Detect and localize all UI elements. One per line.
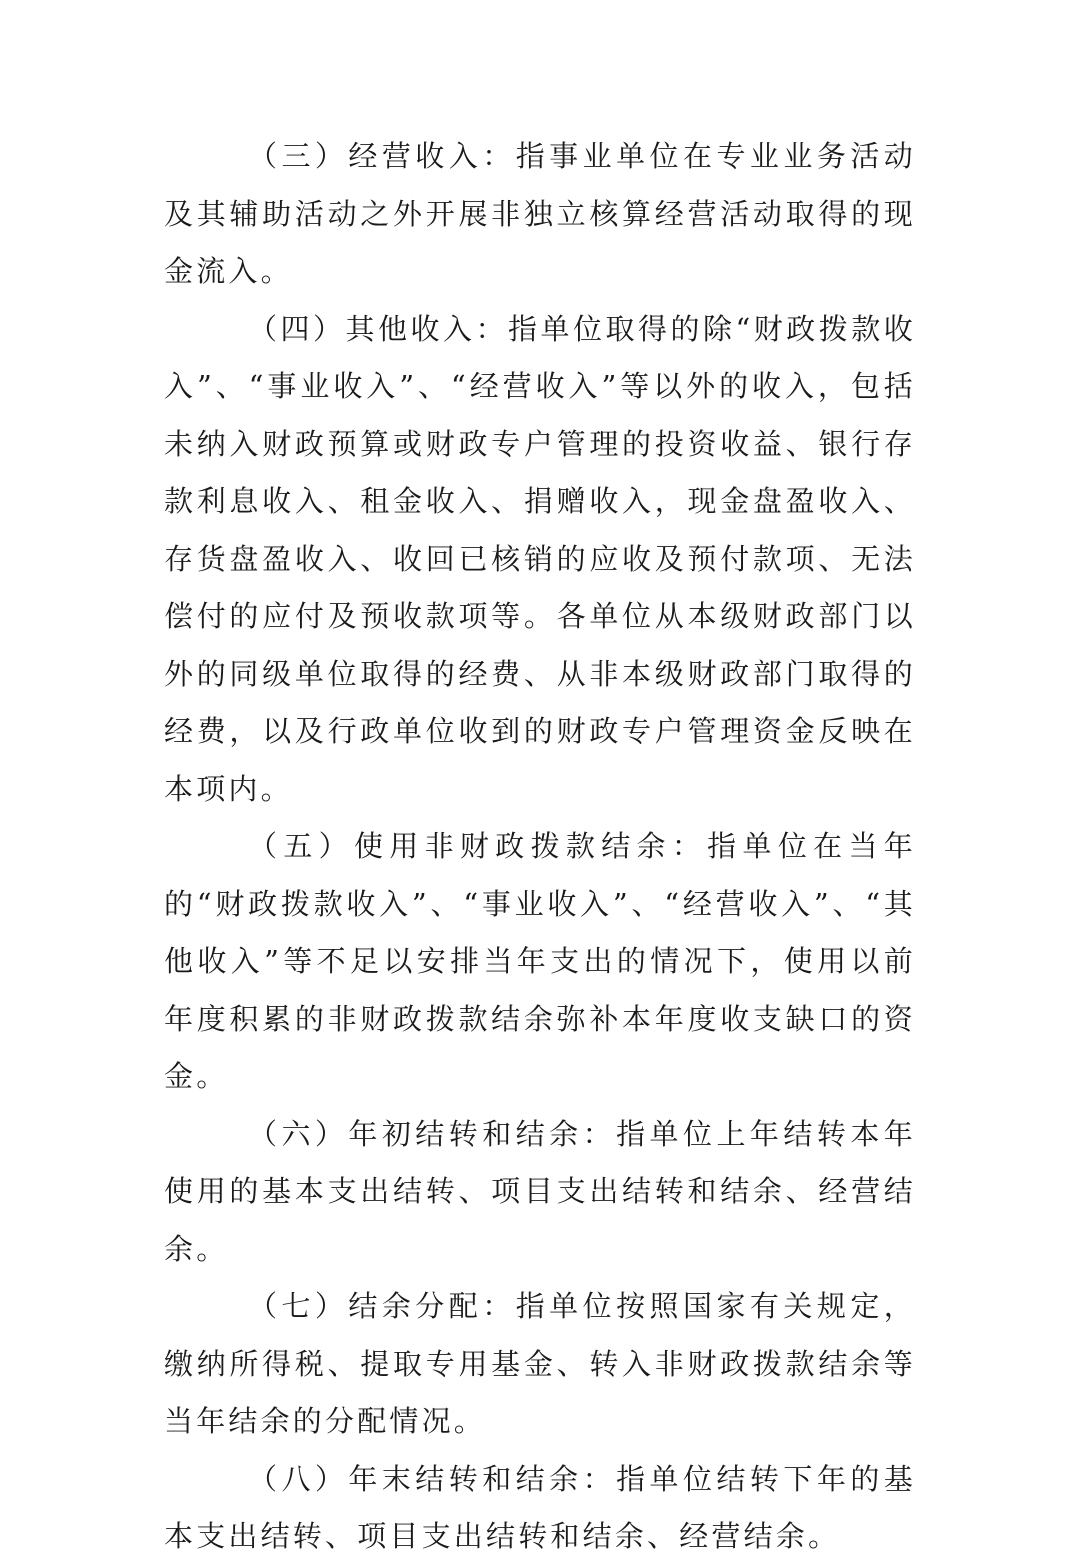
paragraph-beginning-carryover: （六）年初结转和结余：指单位上年结转本年使用的基本支出结转、项目支出结转和结余、经营结余。 xyxy=(164,1116,916,1266)
paragraph-operating-income: （三）经营收入：指事业单位在专业业务活动及其辅助活动之外开展非独立核算经营活动取得的现金流入。 xyxy=(164,139,916,288)
paragraph-other-income: （四）其他收入：指单位取得的除“财政拨款收入”、“事业收入”、“经营收入”等以外的收入，包括未纳入财政预算或财政专户管理的投资收益、银行存款利息收入、租金收入、捐赠收入，现金盘盈收入、存货盘盈收入、收回已核销的应收及预付款项、无法偿付的应付及预收款项等。各单位从本级财政部门以外的同级单位取得的经费、从非本级财政部门取得的经费，以及行政单位收到的财政专户管理资金反映在本项内。 xyxy=(164,311,916,806)
document-body xyxy=(164,128,916,1566)
paragraph-non-fiscal-balance: （五）使用非财政拨款结余：指单位在当年的“财政拨款收入”、“事业收入”、“经营收入”、“其他收入”等不足以安排当年支出的情况下，使用以前年度积累的非财政拨款结余弥补本年度收支缺口的资金。 xyxy=(164,829,916,1093)
paragraph-ending-carryover: （八）年末结转和结余：指单位结转下年的基本支出结转、项目支出结转和结余、经营结余。 xyxy=(164,1461,916,1553)
paragraph-surplus-distribution: （七）结余分配：指单位按照国家有关规定，缴纳所得税、提取专用基金、转入非财政拨款结余等当年结余的分配情况。 xyxy=(164,1289,916,1438)
